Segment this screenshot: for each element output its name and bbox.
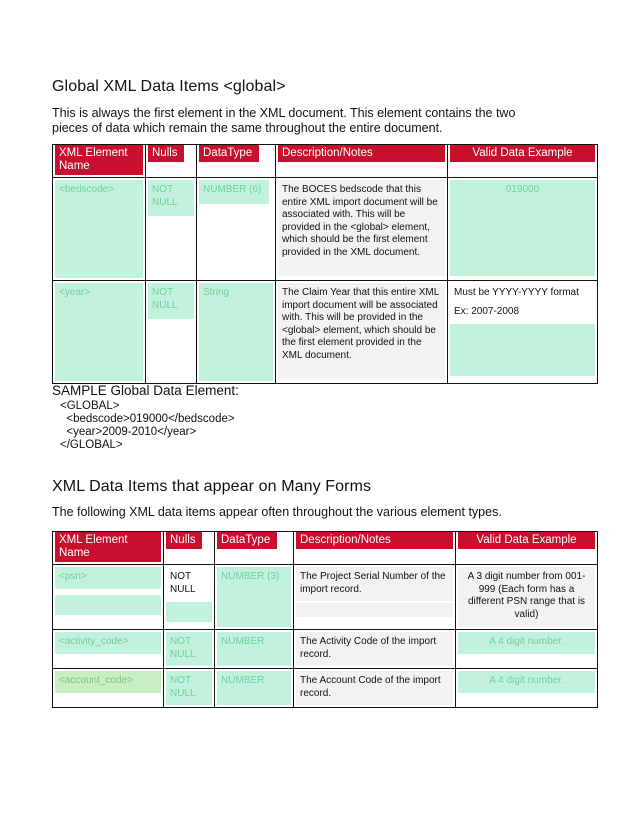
cell-datatype: String xyxy=(199,283,273,381)
col-header-datatype: DataType xyxy=(217,532,277,549)
section-intro-global: This is always the first element in the XML document. This element contains the two pieces of data which remain the same throughout the entire document. xyxy=(52,106,516,135)
col-header-nulls: Nulls xyxy=(166,532,202,549)
cell-description-fill xyxy=(296,603,453,617)
col-header-description: Description/Notes xyxy=(296,532,453,549)
table-row xyxy=(53,669,598,708)
cell-nulls-fill xyxy=(166,602,212,622)
table-header-row xyxy=(53,145,598,178)
sample-line: <bedscode>019000</bedscode> xyxy=(60,413,235,425)
cell-example: A 3 digit number from 001-999 (Each form has a different PSN range that is valid) xyxy=(458,567,595,627)
cell-element: <year> xyxy=(55,283,143,381)
cell-nulls: NOT NULL xyxy=(148,180,194,216)
cell-element: <bedscode> xyxy=(55,180,143,278)
cell-description: The Account Code of the import record. xyxy=(296,671,453,705)
table-row xyxy=(53,281,598,384)
cell-description: The Claim Year that this entire XML import document will be associated with. This will be provided in the <global> element, which should be the first element provided in the XML document. xyxy=(278,283,445,379)
table-row xyxy=(53,630,598,669)
global-items-table xyxy=(52,144,598,384)
sample-line: </GLOBAL> xyxy=(60,439,123,451)
cell-description: The Activity Code of the import record. xyxy=(296,632,453,666)
cell-description: The Project Serial Number of the import record. xyxy=(296,567,453,601)
section-heading-global: Global XML Data Items <global> xyxy=(52,78,286,95)
col-header-description: Description/Notes xyxy=(278,145,445,162)
sample-line: <year>2009-2010</year> xyxy=(60,426,197,438)
table-row xyxy=(53,565,598,630)
cell-element: <account_code> xyxy=(55,671,161,693)
cell-datatype: NUMBER (6) xyxy=(199,180,269,204)
col-header-nulls: Nulls xyxy=(148,145,184,162)
col-header-example: Valid Data Example xyxy=(458,532,595,549)
sample-title: SAMPLE Global Data Element: xyxy=(52,383,239,398)
cell-example: 019000 xyxy=(450,180,595,276)
cell-example: A 4 digit number. xyxy=(458,671,595,693)
cell-datatype: NUMBER xyxy=(217,671,291,705)
cell-nulls: NOT NULL xyxy=(166,671,212,705)
cell-nulls: NOT NULL xyxy=(170,571,196,595)
cell-example-format: Must be YYYY-YYYY format xyxy=(454,287,579,298)
cell-nulls: NOT NULL xyxy=(166,632,212,666)
cell-element: <psn> xyxy=(55,567,161,589)
sample-line: <GLOBAL> xyxy=(60,400,120,412)
cell-element: <activity_code> xyxy=(55,632,161,654)
section-intro-many-forms: The following XML data items appear often throughout the various element types. xyxy=(52,505,502,519)
col-header-datatype: DataType xyxy=(199,145,259,162)
cell-example: A 4 digit number. xyxy=(458,632,595,654)
section-heading-many-forms: XML Data Items that appear on Many Forms xyxy=(52,478,372,495)
table-header-row xyxy=(53,532,598,565)
common-items-table xyxy=(52,531,598,708)
cell-datatype: NUMBER (3) xyxy=(217,567,291,627)
cell-example-fill xyxy=(450,324,595,376)
col-header-element: XML Element Name xyxy=(55,532,161,562)
cell-element-fill xyxy=(55,595,161,615)
table-row xyxy=(53,178,598,281)
cell-example-sample: Ex: 2007-2008 xyxy=(454,305,520,317)
col-header-example: Valid Data Example xyxy=(450,145,595,162)
cell-description: The BOCES bedscode that this entire XML import document will be associated with. This will be provided in the <global> element, which should be the first element provided in the XML document. xyxy=(278,180,445,276)
cell-datatype: NUMBER xyxy=(217,632,291,666)
cell-nulls: NOT NULL xyxy=(148,283,194,319)
col-header-element: XML Element Name xyxy=(55,145,143,175)
